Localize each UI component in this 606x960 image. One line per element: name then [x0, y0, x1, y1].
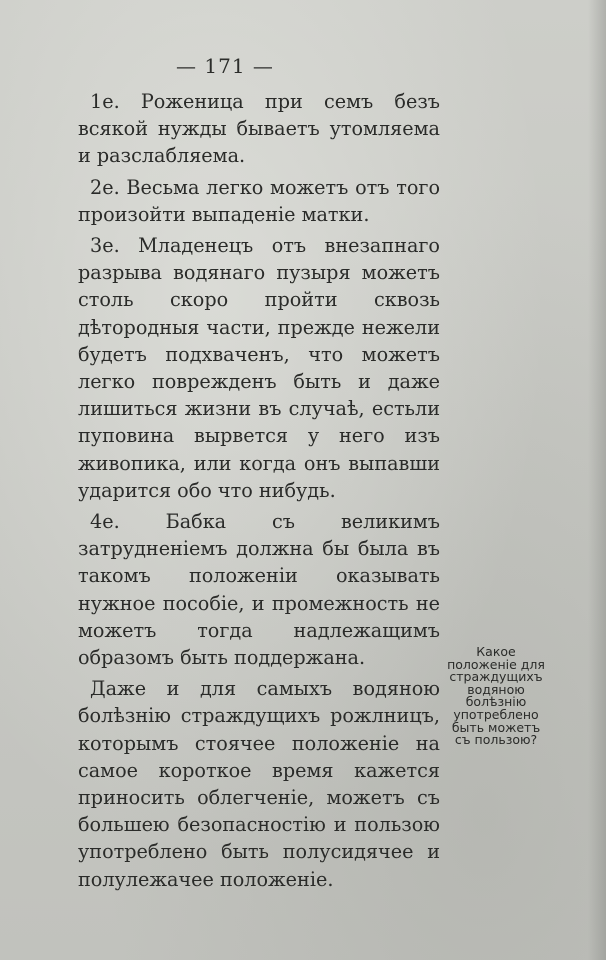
paragraph-4: 4е. Бабка съ великимъ затрудненіемъ должна бы была въ такомъ положеніи оказывать нужное пособіе, и промежность не можетъ тогда надлежащимъ образомъ быть поддержана.	[78, 510, 440, 670]
main-text-block	[78, 88, 440, 897]
paragraph-5: Даже и для самыхъ водяною болѣзнію страждущихъ рожлницъ, которымъ стоячее положеніе на самое короткое время кажется приносить облегченіе, можетъ съ большею безопасностію и пользою употреблено быть полусидячее и полулежачее положеніе.	[78, 677, 440, 891]
page-number: — 171 —	[176, 54, 274, 78]
paragraph-1: 1е. Роженица при семъ безъ всякой нужды бываетъ утомляема и разслабляема.	[78, 90, 440, 168]
paragraph-2: 2е. Весьма легко можетъ отъ того произойти выпаденіе матки.	[78, 175, 440, 226]
page-edge-shadow	[588, 0, 606, 960]
paragraph-3: 3е. Младенецъ отъ внезапнаго разрыва водянаго пузыря можетъ столь скоро пройти сквозь дѣтородныя части, прежде нежели будетъ подхваченъ, что можетъ легко поврежденъ быть и даже лишиться жизни въ случаѣ, естьли пуповина вырвется у него изъ живопика, или когда онъ выпавши ударится обо что нибудь.	[78, 234, 440, 502]
margin-note: Какое положеніе для страждущихъ водяною болѣзнію употреблено быть можетъ съ пользою?	[447, 644, 545, 748]
